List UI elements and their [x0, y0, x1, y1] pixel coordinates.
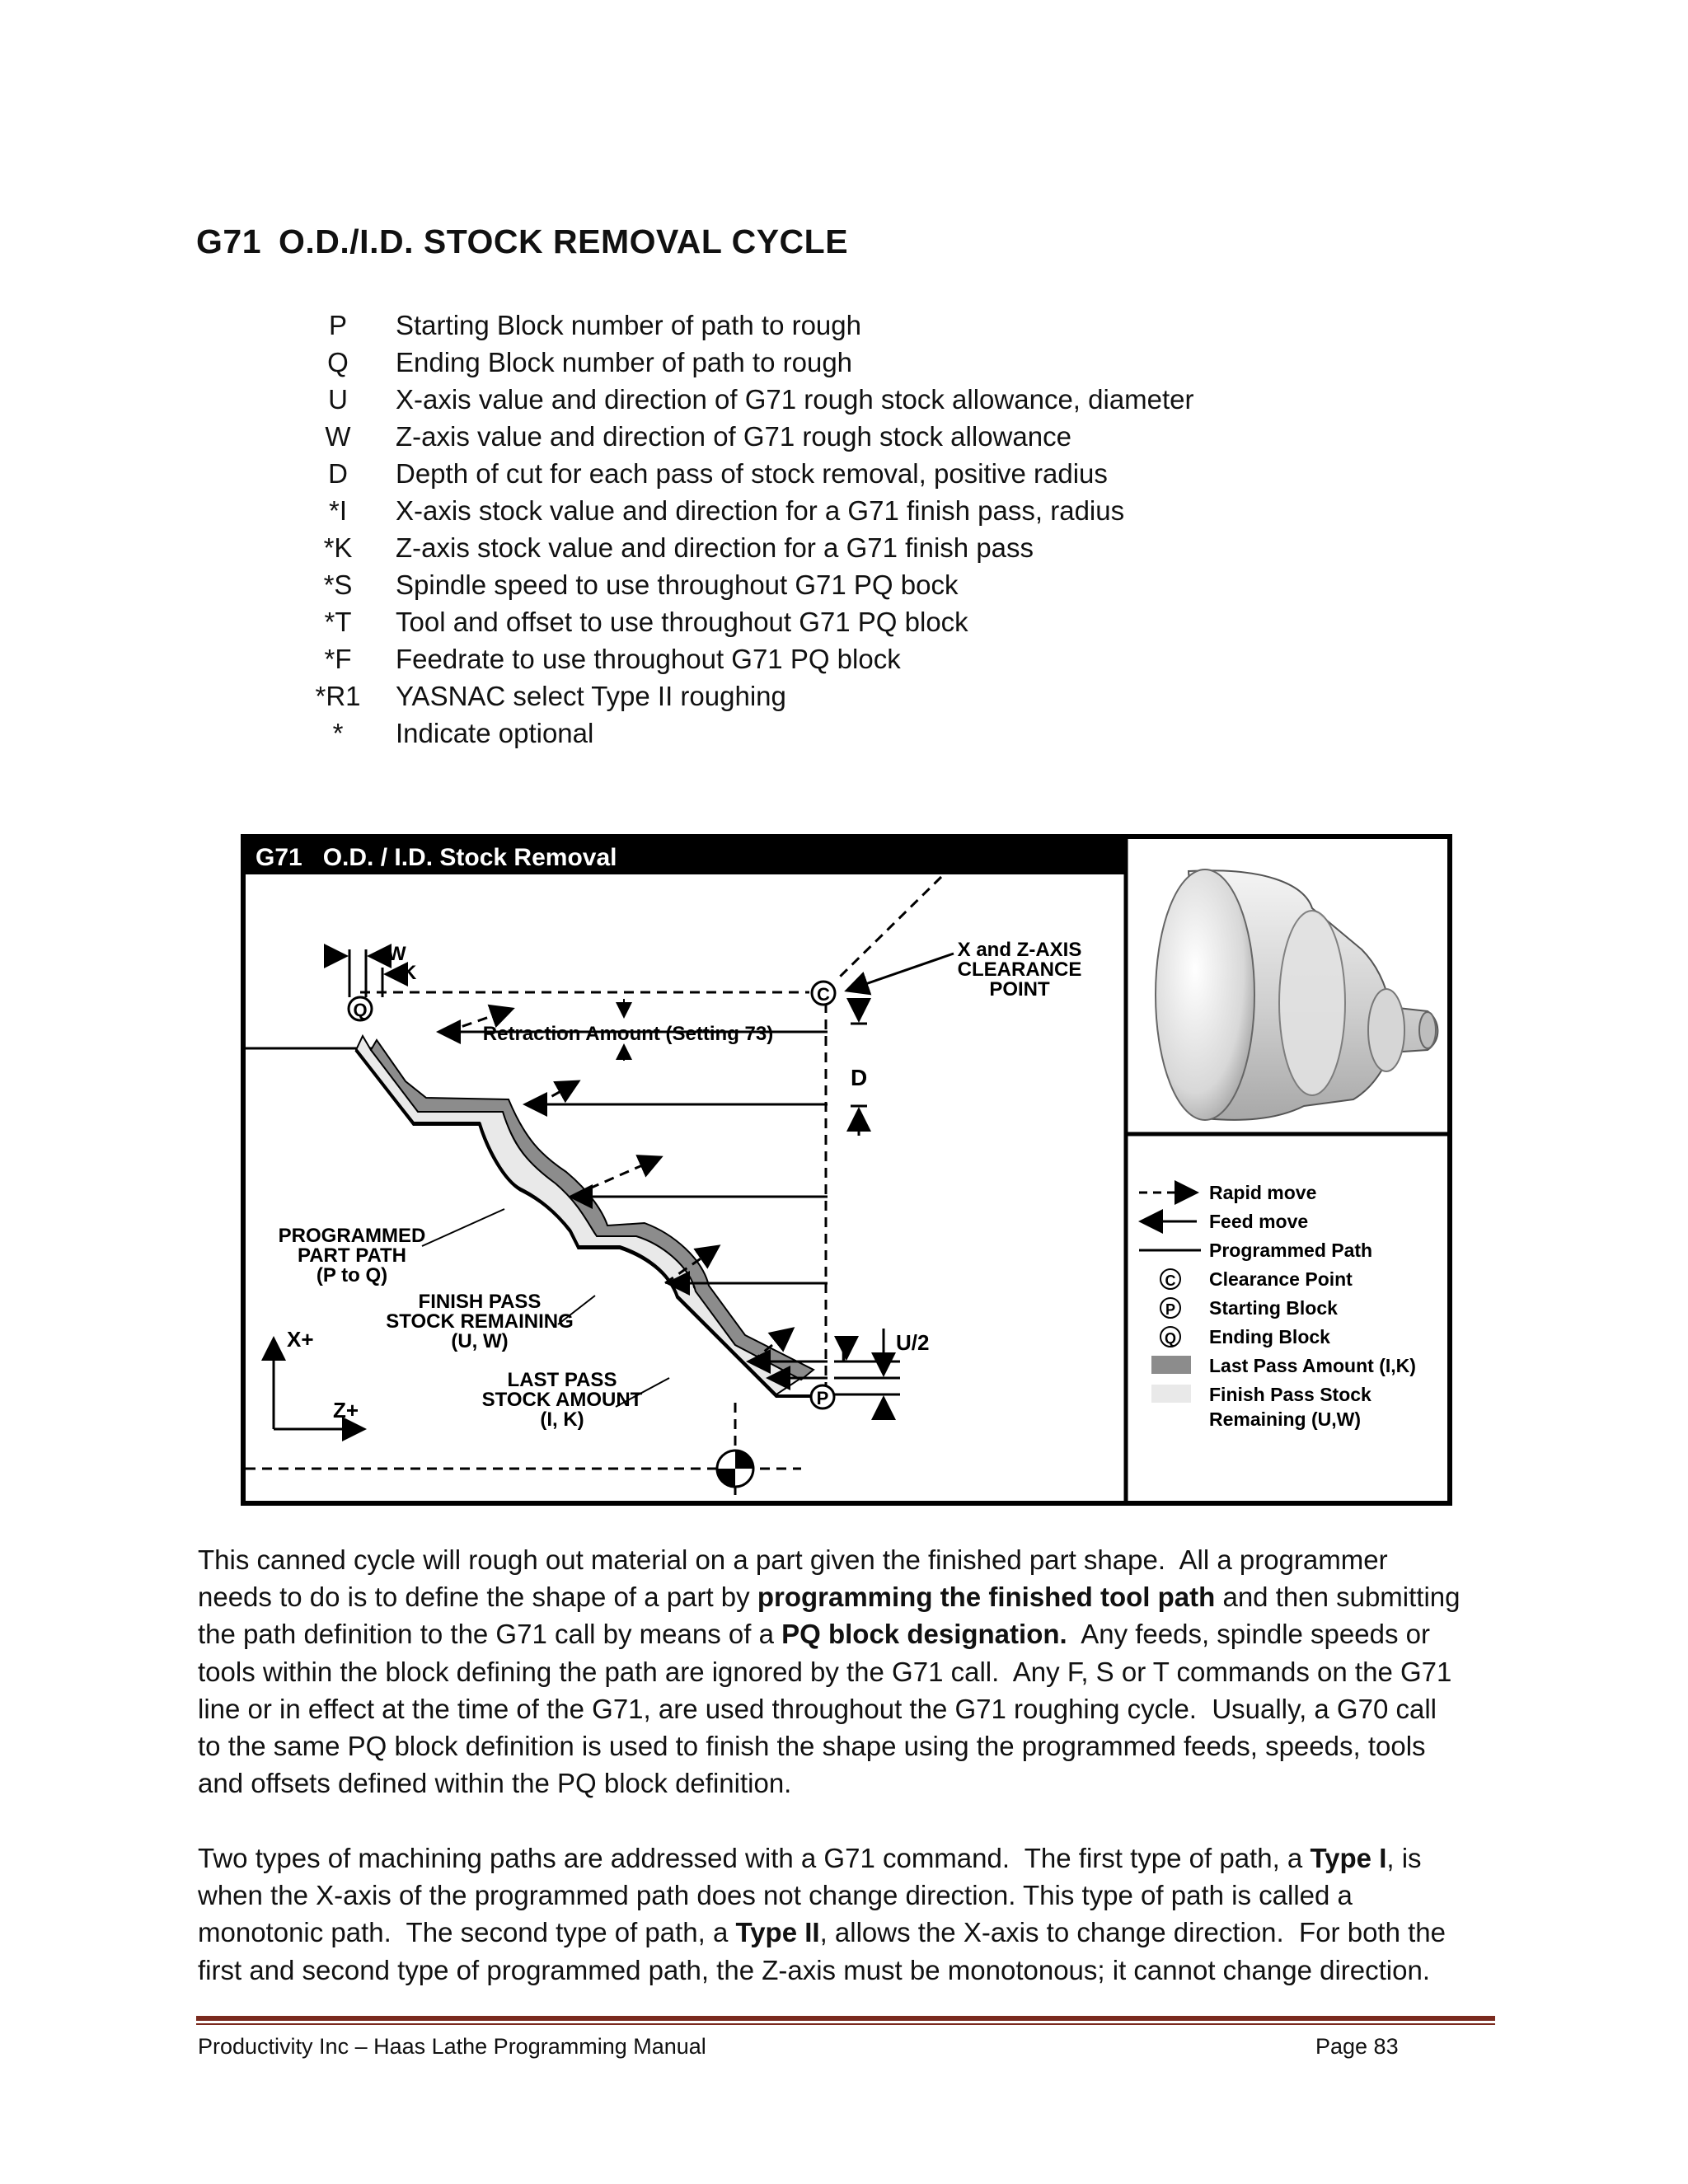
w-label: W	[387, 943, 406, 965]
p-marker	[811, 1385, 834, 1408]
parameter-row	[280, 566, 1194, 603]
bold-phrase: programming the finished tool path	[757, 1582, 1216, 1613]
parameter-code: Q	[327, 346, 349, 377]
parameter-row	[280, 603, 1194, 640]
g71-diagram-svg	[241, 834, 1452, 1506]
parameter-description: Spindle speed to use throughout G71 PQ bock	[396, 569, 959, 600]
parameter-description: Z-axis value and direction of G71 rough stock allowance	[396, 420, 1071, 452]
paragraph-line	[198, 1615, 1492, 1652]
label-line: POINT	[989, 978, 1050, 1001]
parameter-row	[280, 529, 1194, 566]
paragraph-path-types	[198, 1840, 1492, 1989]
legend-label: Rapid move	[1209, 1182, 1317, 1203]
parameter-description: Tool and offset to use throughout G71 PQ block	[396, 606, 968, 637]
parameter-description: Ending Block number of path to rough	[396, 346, 853, 377]
label-line: STOCK AMOUNT	[481, 1389, 643, 1411]
retraction-amount-label: Retraction Amount (Setting 73)	[482, 1023, 774, 1045]
text-run: monotonic path. The second type of path, a	[198, 1917, 736, 1948]
c-marker	[812, 982, 835, 1005]
label-line: LAST PASS	[507, 1369, 617, 1391]
q-marker	[349, 997, 372, 1020]
bold-phrase: Type II	[735, 1917, 820, 1948]
label-line: X and Z-AXIS	[957, 939, 1082, 961]
paragraph-line	[198, 1952, 1492, 1989]
parameter-description: Indicate optional	[396, 717, 594, 748]
d-label: D	[851, 1065, 868, 1090]
text-run: , allows the X-axis to change direction. For both the	[819, 1917, 1446, 1948]
p-marker-letter: P	[816, 1388, 829, 1408]
legend-label: Programmed Path	[1209, 1240, 1373, 1261]
text-run: when the X-axis of the programmed path does not change direction. This type of path is called a	[198, 1880, 1353, 1911]
paragraph-intro	[198, 1541, 1492, 1802]
parameter-code: *F	[324, 643, 352, 674]
g71-diagram	[241, 834, 1452, 1506]
text-run: and then submitting	[1215, 1582, 1461, 1613]
parameter-code: *K	[323, 532, 353, 563]
paragraph-line	[198, 1578, 1492, 1615]
parameter-row	[280, 418, 1194, 455]
bold-phrase: Type I	[1310, 1843, 1387, 1873]
parameter-description: YASNAC select Type II roughing	[396, 680, 786, 711]
legend-label: Ending Block	[1209, 1326, 1330, 1347]
legend-label: Clearance Point	[1209, 1268, 1353, 1290]
parameter-code: *I	[328, 494, 347, 526]
origin-symbol	[717, 1451, 753, 1487]
z-plus-label: Z+	[333, 1398, 359, 1422]
label-line: (I, K)	[540, 1408, 584, 1431]
text-run: This canned cycle will rough out material on a part given the finished part shape. All a programmer	[198, 1544, 1388, 1575]
section-heading	[196, 223, 848, 261]
legend-label: Remaining (U,W)	[1209, 1408, 1361, 1430]
legend-label: Last Pass Amount (I,K)	[1209, 1355, 1416, 1376]
parameter-description: X-axis stock value and direction for a G71 finish pass, radius	[396, 494, 1125, 526]
u2-label: U/2	[896, 1330, 930, 1355]
c-marker-letter: C	[817, 984, 830, 1005]
text-run: Any feeds, spindle speeds or	[1067, 1619, 1430, 1650]
parameter-code: W	[325, 420, 351, 452]
k-label: K	[402, 962, 417, 984]
parameter-code: *	[332, 717, 344, 748]
parameter-code: *S	[323, 569, 353, 600]
legend-label: Feed move	[1209, 1211, 1309, 1232]
label-line: (U, W)	[451, 1330, 509, 1352]
parameter-row	[280, 344, 1194, 381]
label-line: PART PATH	[298, 1244, 406, 1267]
paragraph-line	[198, 1727, 1492, 1765]
legend-c-symbol: C	[1165, 1272, 1176, 1289]
parameter-code: P	[328, 309, 347, 340]
parameter-row	[280, 455, 1194, 492]
paragraph-line	[198, 1840, 1492, 1877]
parameter-description: Z-axis stock value and direction for a G71 finish pass	[396, 532, 1034, 563]
parameter-description: X-axis value and direction of G71 rough stock allowance, diameter	[396, 383, 1194, 415]
legend-label: Starting Block	[1209, 1297, 1338, 1319]
parameter-code: D	[328, 457, 348, 489]
paragraph-line	[198, 1877, 1492, 1914]
legend-q-symbol: Q	[1164, 1330, 1177, 1347]
label-line: (P to Q)	[316, 1264, 388, 1286]
parameter-code: U	[328, 383, 348, 415]
footer-rule-thin	[196, 2023, 1495, 2025]
paragraph-line	[198, 1914, 1492, 1951]
heading-code: G71	[196, 223, 261, 260]
parameter-list	[280, 307, 1194, 752]
text-run: Two types of machining paths are addressed with a G71 command. The first type of path, a	[198, 1843, 1311, 1873]
footer-manual-title: Productivity Inc – Haas Lathe Programming Manual	[198, 2034, 706, 2059]
paragraph-line	[198, 1690, 1492, 1727]
parameter-row	[280, 492, 1194, 529]
footer-rule	[196, 2016, 1495, 2021]
label-line: PROGRAMMED	[278, 1225, 426, 1247]
heading-title: O.D./I.D. STOCK REMOVAL CYCLE	[279, 223, 849, 260]
parameter-row	[280, 715, 1194, 752]
q-marker-letter: Q	[353, 1000, 368, 1020]
i-label: I	[841, 1342, 847, 1366]
legend-label: Finish Pass Stock	[1209, 1384, 1372, 1405]
text-run: to the same PQ block definition is used to finish the shape using the programmed feeds, speeds, tools	[198, 1731, 1426, 1762]
paragraph-line	[198, 1765, 1492, 1802]
figure-title: G71 O.D. / I.D. Stock Removal	[256, 844, 617, 871]
parameter-row	[280, 381, 1194, 418]
text-run: the path definition to the G71 call by means of a	[198, 1619, 782, 1650]
text-run: first and second type of programmed path, the Z-axis must be monotonous; it cannot change direction.	[198, 1954, 1430, 1985]
text-run: and offsets defined within the PQ block definition.	[198, 1768, 792, 1799]
text-run: , is	[1386, 1843, 1422, 1873]
paragraph-line	[198, 1541, 1492, 1578]
parameter-description: Starting Block number of path to rough	[396, 309, 861, 340]
parameter-row	[280, 307, 1194, 344]
parameter-code: *R1	[315, 680, 361, 711]
bold-phrase: PQ block designation.	[781, 1619, 1067, 1650]
parameter-description: Depth of cut for each pass of stock removal, positive radius	[396, 457, 1108, 489]
label-line: FINISH PASS	[418, 1291, 542, 1313]
paragraph-line	[198, 1653, 1492, 1690]
label-line: STOCK REMAINING	[386, 1310, 574, 1333]
parameter-code: *T	[324, 606, 352, 637]
text-run: tools within the block defining the path are ignored by the G71 call. Any F, S or T commands on the G71	[198, 1656, 1452, 1687]
text-run: needs to do is to define the shape of a part by	[198, 1582, 757, 1613]
text-run: line or in effect at the time of the G71, are used throughout the G71 roughing cycle. Usually, a G70 call	[198, 1693, 1437, 1724]
x-plus-label: X+	[287, 1327, 314, 1352]
footer-page-number: Page 83	[1315, 2034, 1399, 2059]
parameter-row	[280, 677, 1194, 715]
legend-p-symbol: P	[1165, 1301, 1176, 1318]
parameter-description: Feedrate to use throughout G71 PQ block	[396, 643, 901, 674]
parameter-row	[280, 640, 1194, 677]
label-line: CLEARANCE	[957, 958, 1082, 981]
